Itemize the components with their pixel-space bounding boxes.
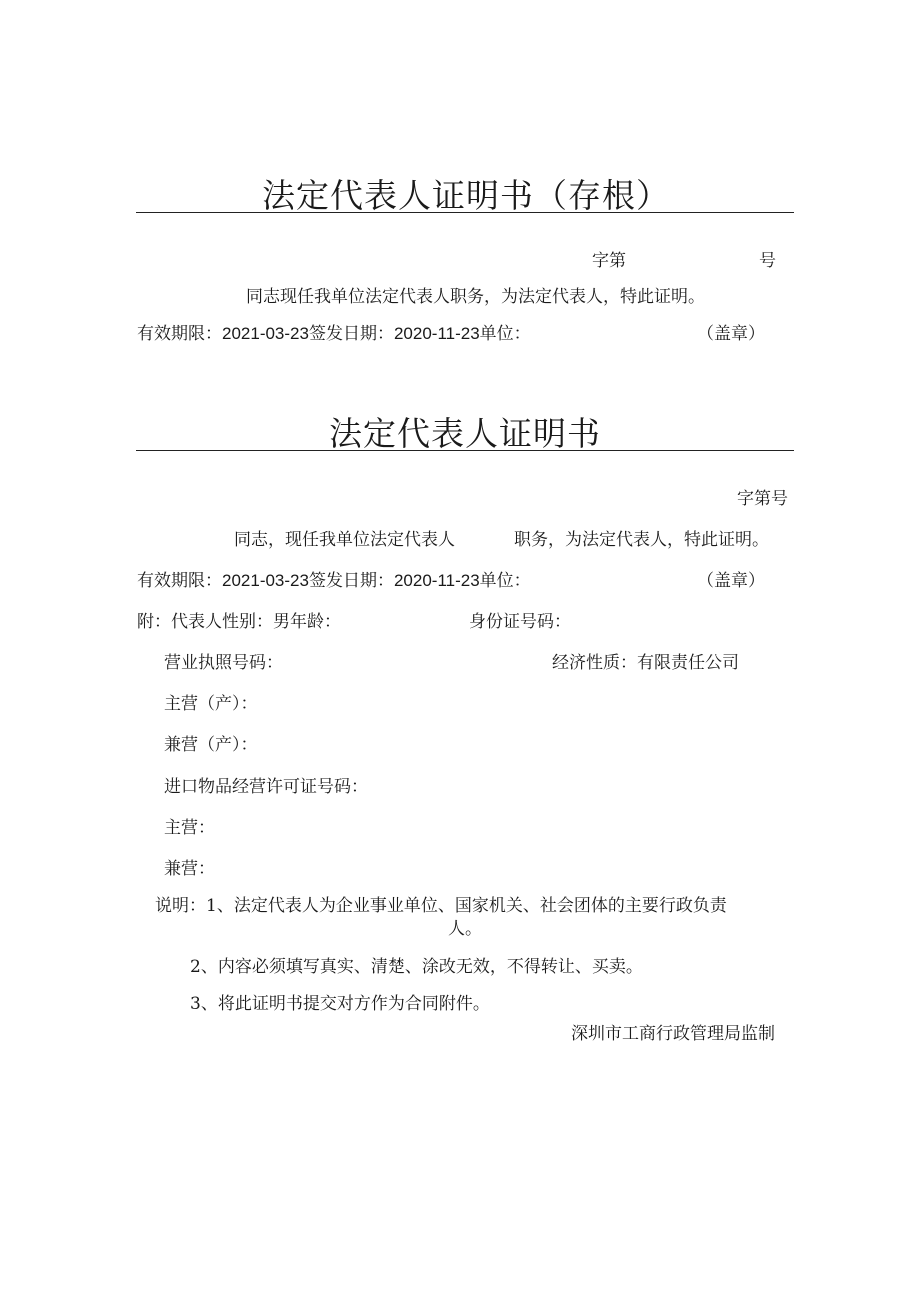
cert-note3: 3、将此证明书提交对方作为合同附件。 — [190, 994, 490, 1014]
cert-import-license: 进口物品经营许可证号码： — [164, 777, 368, 797]
stub-body: 同志现任我单位法定代表人职务，为法定代表人，特此证明。 — [246, 287, 705, 307]
stub-seal: （盖章） — [697, 324, 765, 344]
cert-seal: （盖章） — [697, 571, 765, 591]
stub-unit-label: 单位： — [479, 324, 531, 344]
stub-issue-label: 签发日期： — [308, 324, 394, 344]
stub-title-rule — [136, 212, 794, 213]
cert-id-label: 身份证号码： — [469, 612, 571, 632]
cert-zi-di-hao: 字第号 — [737, 489, 788, 509]
cert-note1-b: 人。 — [448, 919, 482, 939]
cert-title: 法定代表人证明书 — [329, 414, 601, 453]
cert-rep-line: 附：代表人性别：男年龄： — [137, 612, 341, 632]
cert-note2: 2、内容必须填写真实、清楚、涂改无效，不得转让、买卖。 — [190, 957, 643, 977]
cert-validity-label: 有效期限： — [137, 571, 222, 591]
cert-econ-nature: 经济性质：有限责任公司 — [552, 653, 739, 673]
cert-side-business: 兼营（产）： — [164, 735, 258, 755]
cert-validity-date: 2021-03-23 — [222, 571, 309, 590]
stub-validity-line — [137, 324, 531, 344]
cert-import-side: 兼营： — [164, 859, 215, 879]
cert-issue-date: 2020-11-23 — [393, 571, 480, 590]
cert-license-label: 营业执照号码： — [164, 653, 283, 673]
cert-title-rule — [136, 450, 794, 451]
stub-title: 法定代表人证明书（存根） — [262, 176, 670, 215]
stub-zi-di: 字第 — [592, 251, 626, 271]
cert-main-business: 主营（产）： — [164, 694, 258, 714]
stub-issue-date: 2020-11-23 — [393, 324, 480, 343]
cert-note1-a: 说明：1、法定代表人为企业事业单位、国家机关、社会团体的主要行政负责 — [155, 896, 727, 916]
stub-hao: 号 — [759, 251, 776, 271]
cert-body-part1: 同志，现任我单位法定代表人 — [234, 530, 455, 550]
cert-body-part2: 职务，为法定代表人，特此证明。 — [514, 530, 769, 550]
stub-validity-label: 有效期限： — [137, 324, 222, 344]
cert-validity-line — [137, 571, 531, 591]
cert-import-main: 主营： — [164, 818, 215, 838]
cert-unit-label: 单位： — [479, 571, 531, 591]
cert-issue-label: 签发日期： — [308, 571, 394, 591]
stub-validity-date: 2021-03-23 — [222, 324, 309, 343]
cert-issuer: 深圳市工商行政管理局监制 — [571, 1024, 775, 1044]
